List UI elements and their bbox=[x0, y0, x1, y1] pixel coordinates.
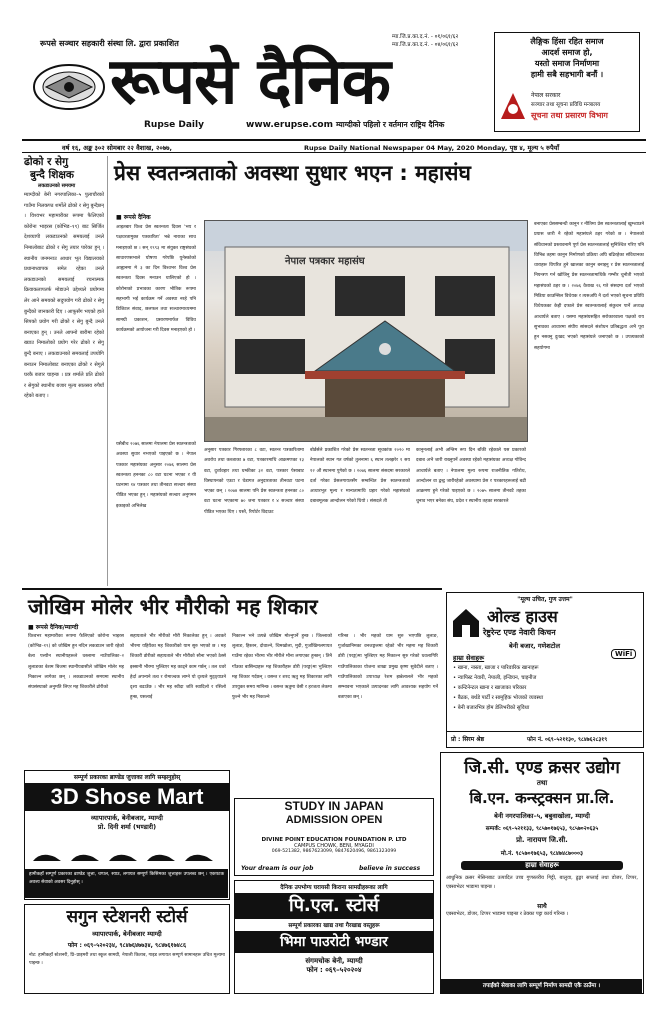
oldhouse-location: बेनी बजार, गणेशटोल bbox=[509, 642, 561, 650]
stationery-name: सगुन स्टेशनरी स्टोर्स bbox=[66, 907, 188, 927]
main-col-2: अनुसार पत्रकार गिरफ्तारका ८ वटा, स्वतन्त्र पत्रकारितामा अवरोध तथा कब्जाका ७ वटा, पत्रकारमाथि आक्रमणका १३ वटा, दुर्व्यवहार तथा धम्कीका ३२ वटा, पत्रकार पेसाबाट विस्थापनको एउटा र घेडागत अनुदारताका तीनवटा घटना भएका छन् । २०७४ सालमा पनि प्रेस स्वतन्त्रता हननका ८० वटा घटना भएकामा ७० जना पत्रकार र ४ सञ्चार संस्था पीडित भएका थिए । यस्तै, रिपोर्टर विदाउट bbox=[204, 448, 304, 515]
main-headline: प्रेस स्वतन्त्रताको अवस्था सुधार भएन : महासंघ bbox=[114, 161, 471, 185]
study-slogan-2: believe in success bbox=[359, 865, 421, 872]
slogan: म्याग्दीको पहिलो र वर्तमान राष्ट्रिय दैनिक bbox=[336, 120, 445, 129]
ad-stationery bbox=[24, 904, 230, 994]
stationery-location: व्यापारपार्क, बेनीबजार म्याग्दी bbox=[92, 930, 162, 938]
main-col-3: बोर्डर्सले प्रकाशित गरेको प्रेस स्वतन्त्रता सूचकांक २०२० मा नेपालको स्थान गत वर्षको तुलनामा ६ स्थान तलझरेर १ सय १२ औं स्थानमा पुगेको छ । २०७६ सालमा संसदमा सरकारले दर्ता गरेका प्रेसलगायतसँग सम्बन्धित प्रेस स्वतन्त्रताको आधारभूत मूल्य र मान्यतामाथि प्रहार गरेको महासंघको दबाबमूलक आन्दोलन गरेको थियो । संसदले ती bbox=[310, 448, 410, 505]
wifi-badge: WiFi bbox=[611, 649, 636, 659]
oldhouse-phone: फोन नं. ०६९–५२११३०, ९८४७६२८३१९ bbox=[527, 737, 608, 743]
shoes-proprietor: प्रो. दिनी शर्मा (भण्डारी) bbox=[97, 823, 157, 831]
press-building-photo bbox=[204, 220, 528, 442]
study-address: CAMPUS CHOWK, BENI, MYAGDI bbox=[294, 843, 374, 849]
gc-description-2: एक्साभेटर, डोजर, टिप्पर भाडामा पाइन्छ र ठेक्का पट्टा कार्य गरिन्छ । bbox=[446, 911, 569, 917]
oldhouse-name: ओल्ड हाउस bbox=[487, 607, 558, 626]
oldhouse-proprietor: प्रो : सिरम श्रेष्ठ bbox=[451, 736, 485, 743]
ad-pl-stores bbox=[234, 880, 434, 994]
oldhouse-service-item: • खाना, नास्ता, खाजा र पारिवारिक खानाहरू bbox=[453, 665, 539, 671]
gc-services-header: हाम्रा सेवाहरू bbox=[461, 861, 623, 870]
study-phone: 069-521382, 9867623099, 9847620496, 9861323099 bbox=[271, 849, 397, 854]
main-col-4: कानुनलाई अभौ अन्तिम रूप दिन बाँकी रहेकाले यस प्रकारको दबाब अभै जारी राख्नुपर्ने अवस्था रहेको महासंघका अध्यक्ष गोविन्द आचार्यले बताए । नेपालमा मुल्य रूपमा राजनीतिक गतिरोध, आन्दोलन वा द्वन्द्व जारीरहेको अवस्थामा प्रेस र पत्रकारहरूलाई बढी आक्रमण हुने गरेको पाइएको छ । २०७५ सालमा तीनवटै तहका चुनाव भएर बनेका संघ, प्रदेश र स्थानीय तहका सरकारले bbox=[416, 448, 526, 505]
registration-2: म्या.जि.प्र.का.द.नं. - ०४/०६१/६२ bbox=[392, 42, 459, 48]
notice-box bbox=[494, 32, 640, 132]
gc-and: तथा bbox=[536, 779, 548, 787]
ad-gc-crusher bbox=[440, 752, 644, 994]
govt-emblem-icon bbox=[499, 91, 527, 121]
notice-line-3: यस्तो समाज निर्माणमा bbox=[534, 59, 600, 68]
newspaper-title: रूपसे दैनिक bbox=[110, 44, 390, 119]
dateline-bar bbox=[22, 139, 646, 153]
pl-name: पि.एल. स्टोर्स bbox=[235, 893, 433, 919]
gc-proprietor: प्रो. नारायण जि.सी. bbox=[516, 836, 568, 844]
gc-construction-name: बि.एन. कन्स्ट्रक्सन प्रा.लि. bbox=[469, 789, 615, 807]
main-col-1b: यसैबीच २०७६ सालमा नेपालमा प्रेस स्वतन्त्रताको अवस्था सुधार नभएको पाइएको छ । नेपाल पत्रकार महासंघका अनुसार २०७६ सालमा प्रेस स्वतन्त्रता हननका ८० वटा घटना भएका र यी घटनामा १४ पत्रकार तथा तीनवटा सञ्चार संस्था पीडित भएका हुन् । महासंघको सञ्चार अनुगमन इकाइको अभिलेख bbox=[116, 442, 196, 509]
bee-col-1: विश्वभर महामारीका रूपमा फैलिएको कोरोना भाइरस (कोभिड–१९) को जोखिम हुन नदिन लकडाउन जारी रहेको बेला पत्त्यौन स्थानीयहरूले धस्लामा नाउँपालिका–२ लुलाङका बेशम बिजमा स्थानीयवासीले जोखिम मोलेर मह निकाल्न लागेका छन् । लकडाउनको समयमा स्थानीय संघसंस्थाको अनुमति लिएर मह शिकारीले ढोरीको bbox=[28, 634, 124, 691]
building-sign: नेपाल पत्रकार महासंघ bbox=[285, 256, 365, 267]
govt-name: नेपाल सरकार bbox=[531, 92, 561, 99]
house-icon bbox=[451, 607, 481, 639]
oldhouse-service-item: • कन्टिनेन्टल खाना र खाजाका परिकार bbox=[453, 685, 527, 691]
gc-location: बेनी नगरपालिका–५, बबुवाखोला, म्याग्दी bbox=[494, 812, 590, 820]
pl-subtitle: सम्पूर्ण प्रकारका खाद्य तथा गैरखाद्य वस्तुहरू bbox=[288, 923, 380, 929]
study-title: STUDY IN JAPAN bbox=[284, 799, 384, 813]
bee-byline: ■ रूपसे दैनिक/म्याग्दी bbox=[28, 624, 79, 631]
title-english: Rupse Daily bbox=[144, 120, 204, 130]
oldhouse-tagline: "मूल्य उचित, गुण उत्तम" bbox=[517, 596, 573, 603]
oldhouse-service-item: • न्यापिस्ट नेवारी, नेपाली, इन्डियन, चाइनीज bbox=[453, 675, 537, 681]
sidebar-story bbox=[24, 156, 108, 586]
sidebar-lead: लकडाउनको समयमा bbox=[38, 183, 76, 189]
pl-bakery-name: भिमा पाउरोटी भण्डार bbox=[235, 931, 433, 953]
stationery-note: नोट: हामीकहाँ स्टेशनरी, प्रि–प्राइमरी तथा स्कूल सामग्री, नेपाली किताब, गाइड लगायत सम्पूर्ण सामानहरू उचित मूल्यमा पाइन्छ । bbox=[29, 953, 225, 966]
registration-1: म्या.जि.प्र.का.द.नं. - ०१/०६१/६२ bbox=[392, 34, 459, 40]
shoes-tagline: सम्पूर्ण प्रकारका ब्राण्डेड जुत्ताका लागि सम्झनुहोस् bbox=[73, 774, 181, 781]
notice-line-1: लैङ्गिक हिंसा रहित समाज bbox=[530, 37, 604, 46]
bee-col-4: गरिन्छ । भीर महको याम सुरु भएपछि लुलाङ, गुर्जाखानिमका वनजङ्गलमा रहेको भीर महमा मह शिकारी डोरी (परङ्ग)मा भुल्डिएर मह निकाल्न सुरु गरेको धवलागिरि गाउँपालिकाका योजना शाखा प्रमुख कृष्ण सुवेदीले बताए । गाउँपालिकाको उपाध्यक्ष रेशम झन्नेलालले भीर महको सम्भावना भएकाले उत्पादनका लागि आवश्यक सहयोग गर्ने बताएका छन् । bbox=[338, 634, 438, 701]
oldhouse-subtitle: रेष्टुरेन्ट एण्ड नेवारी किचन bbox=[483, 628, 556, 637]
department-name: सूचना तथा प्रसारण विभाग bbox=[531, 111, 608, 120]
ad-study-japan bbox=[234, 798, 434, 876]
shoes-location: व्यापारपार्क, बेनीबजार, म्याग्दी bbox=[91, 814, 163, 822]
gc-phone: सम्पर्क: ०६९–५२११३३, ९८५७०१७६५३, ९८५७०२०६३५ bbox=[485, 826, 599, 832]
pl-location: संगमचोक बेनी, म्याग्दी bbox=[305, 957, 363, 965]
gc-name: जि.सी. एण्ड क्रसर उद्योग bbox=[464, 758, 620, 778]
study-admission: ADMISSION OPEN bbox=[285, 814, 383, 826]
dateline-left: वर्ष १६, अङ्क ३०२ सोमबार २२ वैशाख, २०७७, bbox=[62, 144, 172, 152]
bee-col-2: सहायताले भीर मौरीको मौरी निकालेका हुन् । अवकरे भीरमा यहियैका मह शिकारीको याम सुरु भएको छ । मह शिकारी डोरीको सहायताले भीर मौरीको सौना भएको ठेस्से इस्सानी भीरमा भुल्डिएर मह काढ्ने काम गर्छन् । तल धवरे हेर्दा अपन्यने तत्व र रोमाञ्चक लाग्ने यो दृश्यले मुट्ठ्याउने दृश्य बढाउँछ । भीर मह स्वीदा जति स्वादिलो र रसिलो हुन्छ, यसलाई bbox=[130, 634, 226, 701]
main-col-1: आइतबार विश्व प्रेस स्वतन्त्रता दिवस ‘भय र पक्षधरतामुक्त पत्रकारिता’ भन्ने नाराका साथ मनाइएको छ । सन् १९९३ मा संयुक्त राष्ट्रसंघको साधारणसभाले घोषणा गरेपछि युनेस्कोको आह्वानमा मे ३ का दिन विश्वभर विश्व प्रेस स्वतन्त्रता दिवस मनाउन थालिएको हो । कोरोनाको प्रभावका कारण भौतिक रूपमा सहभागी भई कार्यक्रम गर्ने अवस्था नरहे पनि डिजिटल संवाद, छलफल तथा सञ्चारमाध्यममा सामग्री प्रकाशन, प्रसारणमार्फत विविध कार्यक्रमको आयोजना गरी दिवस मनाइएको हो । bbox=[116, 225, 196, 333]
pl-phone: फोन : ०६९–५२०२०४ bbox=[306, 966, 362, 974]
shoe-row-icon bbox=[31, 849, 225, 865]
oldhouse-service-list bbox=[453, 663, 639, 713]
oldhouse-services: हाम्रा सेवाहरू bbox=[453, 654, 485, 662]
publisher-line: रूपसे सञ्चार सहकारी संस्था लि. द्वारा प्रकाशित bbox=[40, 39, 179, 48]
gc-extra: साथै bbox=[537, 903, 547, 910]
sidebar-title-2: बुन्दै शिक्षक bbox=[30, 169, 74, 181]
ad-3d-shoes bbox=[24, 770, 230, 900]
notice-line-4: हामी सबै सहभागी बनौं । bbox=[530, 70, 604, 79]
gc-description: आधुनिक क्रसर मेसिनबाट उत्पादित उच्च गुणस्तरीय गिट्टी, बालुवा, ढुङ्गा सप्लाई तथा डोजर, टिप्पर, एक्साभेटर भाडामा पाइन्छ । bbox=[446, 875, 638, 890]
stationery-phone: फोन : ०६९–५२०२३४, ९८४७६४७७३४, ९८४७६१७४८६ bbox=[67, 942, 187, 949]
sidebar-body: म्याग्दीको बेनी नगरपालिका–५ पुलाचौरको गाउँमा निलकण्ठ शर्मोले ढोको र सेगु बुन्दैछन् । विश्वभर महामारीका रूपमा फैलिएको कोरोना भाइरस (कोभिड–१९) बाट सिर्जित देशव्यापी लकडाउनको समयलाई उनले निमालोबाट ढोको र सेगु तयार पारेका हुन् । स्थानीय जनमनाउ आधार भूत विद्यालयको प्रधानाध्यापक समेत रहेका उनले लकडाउनको समयलाई रचनात्मक क्रियाकलापतर्फ मोडाउने उद्देश्यले प्रयोगमा लेर आने समयको सदुपयोग गरी ढोको र सेगु बुन्दैको जानकारी दिए । आफूसँग भएको हाते सिपको प्रयोग गरी ढोको र सेगु बुन्दै उनले बनाएका हुन् । उनले आफ्नो बारीमा रहेको ख्याउ निमालोको प्रयोग गरेर ढोको र सेगु बुन्दै बनाए । लकडाउनको समयलाई उपयोगि बनाउन निमालोबाट बनाएका ढोको र सेगुले घरकै बजार चाहन्छ । प्रत्र शर्माले प्रति ढोको र सेगुको स्थानीय बजार मूल्य सातसय रुपैयाँ रहेको बताए । bbox=[24, 192, 104, 400]
main-byline: ■ रूपसे दैनिक bbox=[116, 214, 151, 221]
main-col-5: बनाएका प्रेससम्बन्धी कानुन र नीतिमा प्रेस स्वतन्त्रतालाई खुम्च्याउने प्रयास जारी नै रहेको महासंघले ठहर गरेको छ । नेपालको संविधानको प्रस्तावनामै पूर्ण प्रेस स्वतन्त्रतालाई सुनिश्चित गरिए पनि विभिन्न तहमा कानुन निर्माणको प्रक्रिया अघि बढिरहेका संविधानका धाराहरू विपरित हुने खालका कानुन बनाइनु र प्रेस स्वतन्त्रतालाई नियन्त्रण गर्न खोजिनु प्रेस स्वतन्त्रतामाथिकै गम्भीर चुनौती भएको महासंघको ठहर छ । २०७६ वैशाख २६ गते संसदमा दर्ता भएको मिडिया काउन्सिल विधेयक र त्यसअघि नै दर्ता भएको सूचना प्रविधि विधेयकका केही दफाले प्रेस स्वतन्त्रतालाई संकुचन पार्ने अध्यक्ष आचार्यले बताए । यसमा महासंघसहित सरोकारवाला पक्षको राय सुभावका आधारमा संघीय सांसदले संशोधन प्रतिबद्धता अभै पूरा हुन नसक्नु दुःखद भएको महासंघले जनाएको छ । उपत्यकाको सहयोगमा bbox=[534, 222, 644, 351]
oldhouse-contact-bar bbox=[447, 731, 642, 746]
bee-col-3: निकाल्न भने उत्पन्ने जोखिम मोल्नुपर्ने हुन्छ । जिल्लाको लुलाङ, हिस्तन, दोवाल्ने, चिमखोला, मुदी, गुर्जाखिमलगायत गाउँमा रहेका भीरमा भीर मौरीले मौना लगाएका हुन्छन् । तिनै गाँउका बासिन्दाहरू मह शिकारीहरू डोरी (परङ्ग)मा भुल्डिएर मह शिकार गर्दछन् । वसन्त र शरद ऋतु मह शिकारका लागि उपयुक्त समय मानिन्छ । बसन्त ऋतुमा वेसी र हरजता लेकमा फुल्ने भीर मह निकाल्ने bbox=[232, 634, 332, 701]
ad-old-house bbox=[446, 592, 644, 748]
study-slogan: Your dream is our job bbox=[241, 865, 314, 872]
gc-footer: तपाईंको सेवाका लागि सम्पूर्ण निर्माण सामग्री एकै ठाउँमा । bbox=[441, 979, 642, 993]
notice-line-2: आदर्श समाज हो, bbox=[541, 48, 593, 57]
sidebar-title-1: ढोको र सेगु bbox=[24, 156, 69, 168]
bee-headline: जोखिम मोलेर भीर मौरीको मह शिकार bbox=[28, 595, 318, 619]
pl-tagline: दैनिक उपभोग्य घरायसी किराना सामग्रीहरूका लागि bbox=[280, 885, 388, 891]
masthead bbox=[24, 30, 644, 138]
shoes-note: हामीकहाँ सम्पूर्ण प्रकारका ब्राण्डेड जुत्ता, चप्पल, स्याउ, लगायत सम्पूर्ण किसिमका जुत्ताहरू उपलब्ध छन् । एकपटक अवश्य सेवाको अवसर दिनुहोस् । bbox=[25, 869, 228, 898]
oldhouse-service-item: • बैठक, बर्थडे पार्टी र सामूहिक भोजको व्यवस्था bbox=[453, 695, 544, 701]
shoes-name: 3D Shose Mart bbox=[25, 783, 229, 811]
ministry-name: सञ्चार तथा सूचना प्रविधि मन्त्रालय bbox=[531, 102, 601, 108]
bee-section bbox=[22, 588, 442, 766]
logo-emblem bbox=[32, 62, 106, 112]
oldhouse-service-item: • बेनी बजारभित्र होम डेलिभरीको सुविधा bbox=[453, 705, 530, 711]
dateline-right: Rupse Daily National Newspaper 04 May, 2020 Monday, पृष्ठ ४, मूल्य ५ रुपैयाँ bbox=[304, 144, 560, 152]
study-org: DIVINE POINT EDUCATION FOUNDATION P. LTD bbox=[261, 837, 407, 843]
gc-mobile: मो.नं. ९८५७०१७६५३, ९८४७४८७०००३ bbox=[500, 851, 584, 857]
website-link[interactable]: www.erupse.com bbox=[246, 120, 333, 130]
